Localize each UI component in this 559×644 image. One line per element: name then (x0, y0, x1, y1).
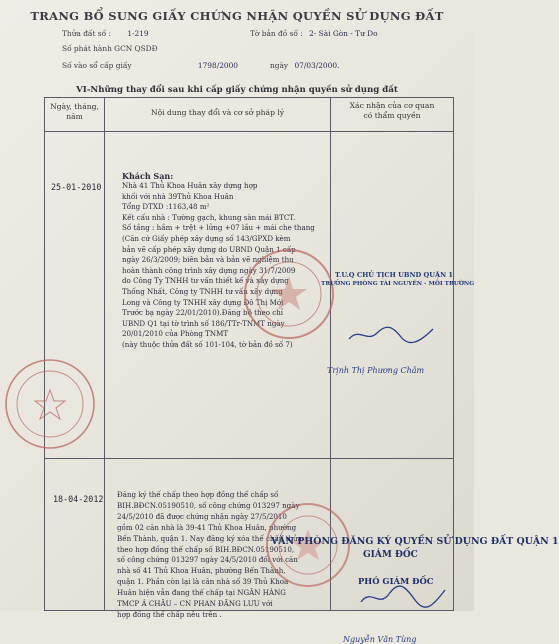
section-title: VI-Những thay đổi sau khi cấp giấy chứng nhận quyền sử dụng đất (76, 85, 398, 95)
content-line: Tổng DTXD :1163,48 m² (122, 202, 210, 212)
confirmation-column-header-line: có thẩm quyền (363, 111, 421, 120)
parcel-number-value: 1-219 (127, 29, 149, 38)
map-sheet-line (250, 29, 378, 38)
register-number-value: 1798/2000 (197, 61, 238, 70)
map-sheet-value: 2- Sài Gòn - Tư Do (309, 29, 378, 38)
register-number-line (62, 61, 238, 70)
content-line: hoàn thành công trình xây dựng ngày 31/7/2009 (122, 265, 296, 275)
register-date-line (270, 61, 339, 70)
parcel-number-label: Thửa đất số : (62, 29, 111, 38)
content-line: (này thuộc thửa đất số 101-104, tờ bản đồ số 7) (122, 340, 293, 349)
entry2-signer-name: Nguyễn Văn Tùng (343, 635, 417, 644)
register-date-value: 07/03/2000. (294, 61, 340, 70)
content-line: khối với nhà 39Thủ Khoa Huân (122, 191, 234, 201)
signature-icon (355, 580, 451, 614)
entry2-office-stamp: VĂN PHÒNG ĐĂNG KÝ QUYỀN SỬ DỤNG ĐẤT QUẬN 1 (271, 536, 559, 547)
parcel-number-line (62, 29, 149, 38)
content-line: Số tầng : hầm + trệt + lửng +07 lầu + mái che thang (122, 223, 315, 233)
content-column-header: Nội dung thay đổi và cơ sở pháp lý (150, 108, 285, 117)
date-column-header (45, 102, 104, 122)
issue-number-line (62, 44, 158, 53)
header-divider (45, 131, 453, 132)
content-line: Long và Công ty TNHH xây dựng Đô Thị Mới (122, 297, 284, 307)
official-seal-icon (241, 246, 337, 342)
issue-number-label: Số phát hành GCN QSDĐ (62, 44, 158, 53)
content-line: Bến Thành, quận 1. Nay đăng ký xóa thế chấp thửa (117, 533, 302, 543)
signature-icon (345, 323, 437, 347)
entry2-role-director: GIÁM ĐỐC (363, 550, 418, 560)
content-line: (Căn cứ Giấy phép xây dựng số 143/GPXD kèm (122, 234, 291, 243)
content-line: số công chứng 013297 ngày 24/5/2010 đối với căn (117, 555, 298, 565)
entry2-date: 18-04-2012 (53, 494, 104, 504)
date-column-header-line: Ngày, tháng, (50, 102, 99, 111)
page-title: TRANG BỔ SUNG GIẤY CHỨNG NHẬN QUYỀN SỬ DỤNG ĐẤT (30, 9, 444, 23)
row-divider (45, 458, 453, 459)
content-line: Đăng ký thế chấp theo hợp đồng thế chấp số (117, 490, 279, 499)
content-line: 24/5/2010 đã được chứng nhận ngày 27/5/2010 (117, 511, 287, 521)
entry1-stamp-line: T.U.Q CHỦ TỊCH UBND QUẬN 1 (335, 271, 454, 279)
entry1-date: 25-01-2010 (51, 182, 102, 192)
content-line: 20/01/2010 của Phòng TNMT (122, 329, 229, 339)
entry2-role-deputy-director: PHÓ GIÁM ĐỐC (358, 576, 434, 586)
entry1-heading: Khách Sạn: (122, 171, 174, 181)
confirmation-column-header-line: Xác nhận của cơ quan (349, 101, 435, 110)
register-number-label: Số vào sổ cấp giấy (62, 61, 132, 70)
entry1-stamp-line: TRƯỞNG PHÒNG TÀI NGUYÊN - MÔI TRƯỜNG (321, 281, 475, 287)
map-sheet-label: Tờ bản đồ số : (250, 29, 303, 38)
content-line: hợp đồng thế chấp nêu trên . (117, 609, 222, 619)
content-line: TMCP Á CHÂU – CN PHAN ĐĂNG LƯU với (117, 599, 273, 608)
national-emblem-seal-icon (45, 352, 91, 457)
content-line: quận 1. Phần còn lại là căn nhà số 39 Thủ Khoa (117, 577, 289, 587)
content-line: BIH.BĐCN.05190510, số công chứng 013297 ngày (117, 500, 300, 510)
content-line: Trước bạ ngày 22/01/2010).Đăng bộ theo chỉ (122, 308, 284, 318)
content-line: Thống Nhất, Công ty TNHH tư vấn xây dựng (122, 287, 283, 296)
content-line: theo hợp đồng thế chấp số BIH.BĐCN.05190510, (117, 544, 295, 554)
date-column-header-line: năm (66, 112, 83, 121)
column-divider (104, 98, 105, 610)
content-line: Kết cấu nhà : Tường gạch, khung sàn mái BTCT. (122, 212, 296, 222)
entry1-signer-name: Trịnh Thị Phương Châm (327, 366, 425, 375)
content-line: nhà số 41 Thủ Khoa Huân, phường Bến Thành, (117, 566, 286, 576)
content-line: gồm 02 căn nhà là 39-41 Thủ Khoa Huân, phường (117, 522, 297, 532)
content-line: UBND Q1 tại tờ trình số 186/TTr-TNMT ngày (122, 318, 285, 328)
confirmation-column-header (331, 101, 453, 121)
content-line: bản vẽ cấp phép xây dựng do UBND Quận 1 cấp (122, 244, 296, 254)
content-line: ngày 26/3/2009; biên bản và bản vẽ nghiệm thu (122, 255, 294, 265)
content-line: Nhà 41 Thủ Khoa Huân xây dựng hợp (122, 181, 258, 190)
content-line: Huân hiện vẫn đang thế chấp tại NGÂN HÀNG (117, 588, 286, 598)
register-date-label: ngày (270, 61, 289, 70)
content-line: do Công Ty TNHH tư vấn thiết kế và xây dựng (122, 276, 289, 286)
changes-table (44, 97, 559, 644)
